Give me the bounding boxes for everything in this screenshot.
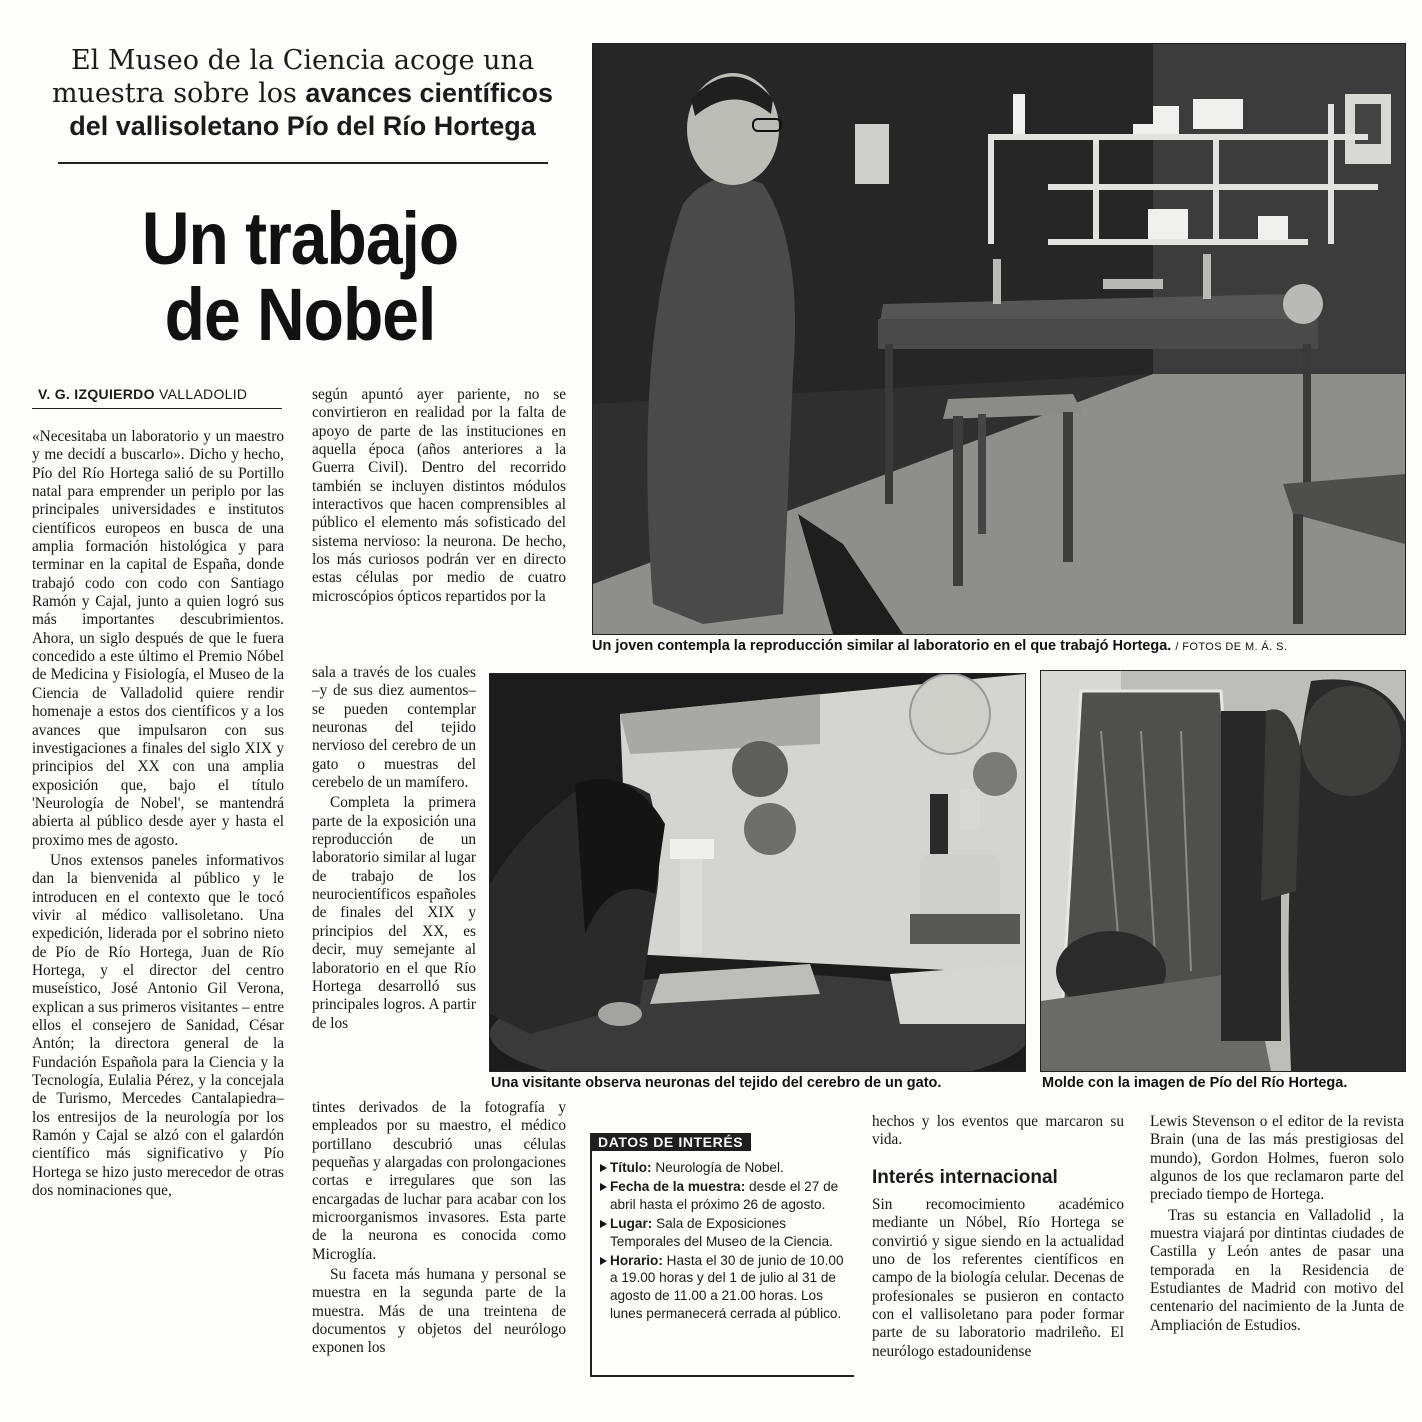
info-item-dates: Fecha de la muestra: desde el 27 de abril hasta el próximo 26 de agosto. — [600, 1178, 850, 1214]
microscope-visitor-photo — [489, 673, 1026, 1072]
mold-photo-caption: Molde con la imagen de Pío del Río Hortega. — [1042, 1075, 1348, 1091]
laboratory-photo-caption: Un joven contempla la reproducción similar al laboratorio en el que trabajó Hortega. / FOTOS DE M. Á. S. — [592, 638, 1288, 654]
info-box-body — [600, 1159, 850, 1324]
paragraph: Su faceta más humana y personal se muestra en la segunda parte de la muestra. Más de una treintena de documentos y objetos del neurólogo exponen los — [312, 1266, 566, 1357]
byline-rule — [32, 408, 282, 409]
paragraph: Sin recomocimiento académico mediante un Nóbel, Río Hortega se convirtió y sigue siendo en la actualidad uno de los referentes científicos en campo de la biología celular. Decenas de profesionales se pusieron en contacto con el vallisoletano para poder formar parte de su laboratorio madrileño. El neurólogo estadounidense — [872, 1196, 1124, 1360]
mold-photo-illustration — [1041, 671, 1405, 1071]
body-column-4 — [1150, 1113, 1404, 1335]
body-column-2-top — [312, 386, 566, 606]
laboratory-photo-illustration — [593, 44, 1405, 634]
kicker-rule — [58, 162, 548, 164]
body-column-1 — [32, 428, 284, 1200]
headline-line-2: de Nobel — [164, 272, 436, 356]
microscope-visitor-photo-illustration — [490, 674, 1025, 1071]
body-column-3-top — [872, 1113, 1124, 1150]
body-column-3 — [872, 1196, 1124, 1361]
paragraph: hechos y los eventos que marcaron su vida. — [872, 1113, 1124, 1149]
author-name: V. G. IZQUIERDO — [38, 386, 155, 402]
paragraph: Lewis Stevenson o el editor de la revista Brain (una de las más prestigiosas del mundo), Gordon Holmes, fueron solo algunos de los que reclamaron parte del preciado tiempo de Hortega. — [1150, 1113, 1404, 1204]
headline — [60, 196, 540, 356]
byline-place: VALLADOLID — [158, 386, 248, 402]
photo-credit: / FOTOS DE M. Á. S. — [1175, 641, 1288, 653]
mold-photo — [1040, 670, 1406, 1072]
headline-line-1: Un trabajo — [141, 196, 459, 280]
info-box — [590, 1133, 854, 1377]
paragraph: «Necesitaba un laboratorio y un maestro y me decidí a buscarlo». Dicho y hecho, Pío del Río Hortega salió de su Portillo natal para emprender un periplo por las principales universidades e institutos científicos europeos en busca de una amplia formación histológica y para terminar en la capital de España, donde trabajó codo con codo con Santiago Ramón y Cajal, junto a quien logró sus más importantes descubrimientos. Ahora, un siglo después de que le fuera concedido a este último el Premio Nóbel de Medicina y Fisiología, el Museo de la Ciencia de Valladolid quiere rendir homenaje a estos dos científicos y a los avances que impulsaron con sus investigaciones a finales del siglo XIX y principios del XX con una amplia exposición que, bajo el título 'Neurología de Nobel', se mantendrá abierta al público desde ayer y hasta el proximo mes de agosto. — [32, 428, 284, 849]
paragraph: Tras su estancia en Valladolid , la muestra viajará por dintintas ciudades de Castilla y León antes de pasar una temporada en la Residencia de Estudiantes de Madrid con motivo del centenario del nacimiento de la Junta de Ampliación de Estudios. — [1150, 1206, 1404, 1334]
kicker-line-1: El Museo de la Ciencia acoge una — [70, 45, 535, 76]
microscope-photo-caption: Una visitante observa neuronas del tejido del cerebro de un gato. — [491, 1075, 942, 1091]
body-column-2-bottom — [312, 1099, 566, 1358]
paragraph: sala a través de los cuales –y de sus diez aumentos– se pueden contemplar neuronas del tejido nervioso del cerebro de un gato o muestras del cerebelo de un mamífero. — [312, 664, 476, 792]
paragraph: según apuntó ayer pariente, no se convirtieron en realidad por la falta de apoyo de parte de las instituciones en aquella época (años anteriores a la Guerra Civil). Dentro del recorrido también se incluyen distintos módulos interactivos que hacen comprensibles al público el elemento más sofisticado del sistema nervioso: la neurona. De hecho, los más curiosos podrán ver en directo estas células por medio de cuatro microscópios ópticos repartidos por la — [312, 386, 566, 605]
paragraph: tintes derivados de la fotografía y empleados por su maestro, el médico portillano descubrió unas células pequeñas y alargadas con prolongaciones cortas e irregulares que son las encargadas de luchar para acabar con los microorganismos invasores. Esta parte de la neurona es conocida como Microglía. — [312, 1099, 566, 1263]
section-subhead: Interés internacional — [872, 1167, 1058, 1188]
info-item-title: Título: Neurología de Nobel. — [600, 1159, 850, 1177]
paragraph: Unos extensos paneles informativos dan la bienvenida al público y le introducen en el contexto que le tocó vivir al médico vallisoletano. Una expedición, liderada por el sobrino nieto de Pío de Río Hortega, Juan de Río Hortega, y el director del centro museístico, José Antonio Gil Verona, explican a sus primeros visitantes – entre ellos el consejero de Sanidad, César Antón; la directora general de la Fundación Española para la Ciencia y la Tecnología, Eulalia Pérez, y la concejala de Turismo, Mercedes Cantalapiedra– los entresijos de la neurología por los Ramón y Cajal se alzó con el galardón científico más significativo y Pío Hortega se hizo justo merecedor de otras dos nominaciones que, — [32, 851, 284, 1200]
article-kicker — [30, 44, 575, 143]
laboratory-photo — [592, 43, 1406, 635]
kicker-line-3: del vallisoletano Pío del Río Hortega — [69, 111, 536, 141]
byline — [38, 386, 278, 402]
info-item-place: Lugar: Sala de Exposiciones Temporales del Museo de la Ciencia. — [600, 1215, 850, 1251]
kicker-line-2: muestra sobre los avances científicos — [51, 78, 554, 109]
info-item-hours: Horario: Hasta el 30 de junio de 10.00 a 19.00 horas y del 1 de julio al 31 de agosto de 11.00 a 21.00 horas. Los lunes permanecerá cerrada al público. — [600, 1252, 850, 1324]
body-column-2-middle — [312, 664, 476, 1033]
info-box-title: DATOS DE INTERÉS — [592, 1133, 751, 1151]
paragraph: Completa la primera parte de la exposición una reproducción de un laboratorio similar al lugar de trabajo de los neurocientíficos españoles de finales del XIX y principios del XX, es decir, muy semejante al laboratorio en el que Río Hortega desarrolló sus principales logros. A partir de los — [312, 794, 476, 1032]
